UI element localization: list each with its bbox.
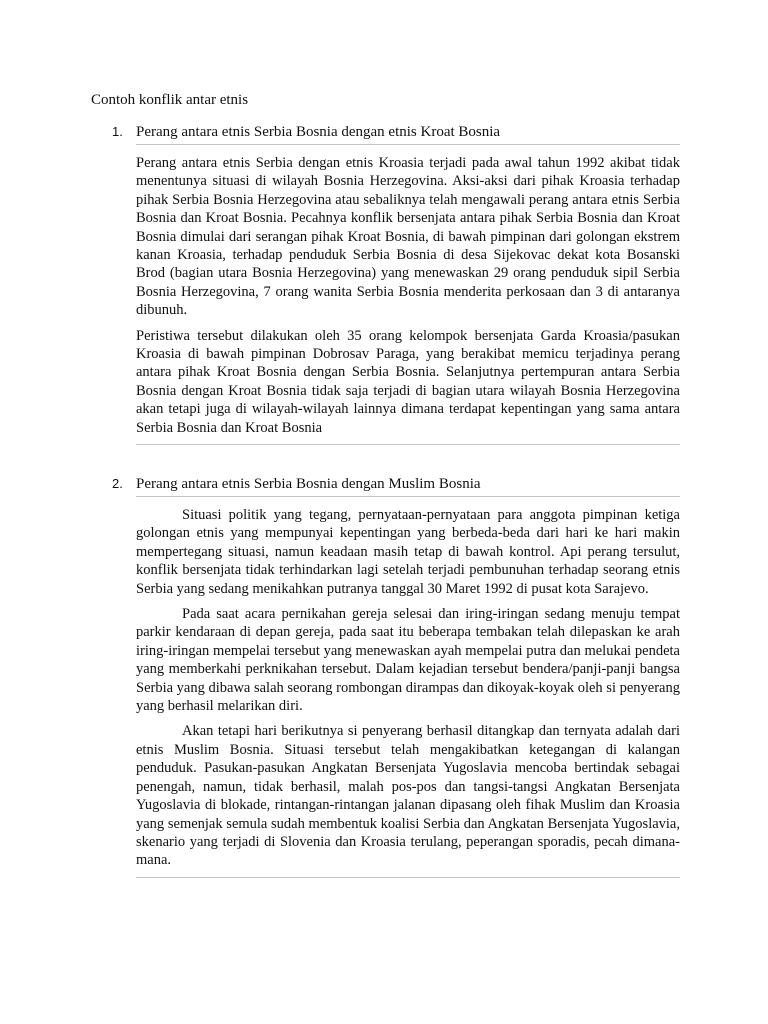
section-divider: [136, 444, 680, 445]
section-body: [136, 145, 680, 437]
list-number: 1.: [112, 124, 123, 139]
section-1: [112, 122, 680, 445]
section-body: [136, 497, 680, 870]
section-heading: [112, 122, 680, 144]
section-heading: [112, 474, 680, 496]
paragraph: Pada saat acara pernikahan gereja selesai dan iring-iringan sedang menuju tempat parkir kendaraan di depan gereja, pada saat itu beberapa tembakan telah dilepaskan ke arah iring-iringan mempelai tersebut yang menewaskan ayah mempelai putra dan melukai pendeta yang memberkahi perknikahan tersebut. Dalam kejadian tersebut bendera/panji-panji bangsa Serbia yang dibawa salah seorang rombongan dirampas dan dikoyak-koyak oleh si penyerang yang berhasil melarikan diri.: [136, 606, 680, 715]
paragraph: Perang antara etnis Serbia dengan etnis Kroasia terjadi pada awal tahun 1992 akibat tidak menentunya situasi di wilayah Bosnia Herzegovina. Aksi-aksi dari pihak Kroasia terhadap pihak Serbia Bosnia Herzegovina atau sebaliknya telah mengawali perang antara etnis Serbia Bosnia dan Kroat Bosnia. Pecahnya konflik bersenjata antara pihak Serbia Bosnia dan Kroat Bosnia dimulai dari serangan pihak Kroat Bosnia, di bawah pimpinan dari golongan ekstrem kanan Kroasia, terhadap penduduk Serbia Bosnia di desa Sijekovac dekat kota Bosanski Brod (bagian utara Bosnia Herzegovina) yang menewaskan 29 orang penduduk sipil Serbia Bosnia Herzegovina, 7 orang wanita Serbia Bosnia menderita perkosaan dan 3 di antaranya dibunuh.: [136, 155, 680, 319]
section-divider: [136, 877, 680, 878]
section-heading-text: Perang antara etnis Serbia Bosnia dengan etnis Kroat Bosnia: [136, 124, 501, 140]
paragraph: Peristiwa tersebut dilakukan oleh 35 orang kelompok bersenjata Garda Kroasia/pasukan Kroasia di bawah pimpinan Dobrosav Paraga, yang berakibat memicu terjadinya perang antara pihak Kroat Bosnia dengan Serbia Bosnia. Selanjutnya pertempuran antara Serbia Bosnia dengan Kroat Bosnia tidak saja terjadi di bagian utara wilayah Bosnia Herzegovina akan tetapi juga di wilayah-wilayah lainnya dimana terdapat kepentingan yang sama antara Serbia Bosnia dan Kroat Bosnia: [136, 327, 680, 436]
document-title: Contoh konflik antar etnis: [91, 92, 249, 108]
paragraph: Akan tetapi hari berikutnya si penyerang berhasil ditangkap dan ternyata adalah dari etnis Muslim Bosnia. Situasi tersebut telah mengakibatkan ketegangan di kalangan penduduk. Pasukan-pasukan Angkatan Bersenjata Yugoslavia mencoba bertindak sebagai penengah, namun, tidak berhasil, malah pos-pos dan tangsi-tangsi Angkatan Bersenjata Yugoslavia di blokade, rintangan-rintangan jalanan dipasang oleh fihak Muslim dan Kroasia yang semenjak semula sudah membentuk koalisi Serbia dan Angkatan Bersenjata Yugoslavia, skenario yang terjadi di Slovenia dan Kroasia terulang, peperangan sporadis, pecah dimana-mana.: [136, 723, 680, 869]
paragraph: Situasi politik yang tegang, pernyataan-pernyataan para anggota pimpinan ketiga golongan etnis yang mempunyai kepentingan yang berbeda-beda dari hari ke hari makin mempertegang situasi, namun keadaan masih tetap di bawah kontrol. Api perang tersulut, konflik bersenjata tidak terhindarkan lagi setelah terjadi pembunuhan terhadap seorang etnis Serbia yang sedang menikahkan putranya tanggal 30 Maret 1992 di pusat kota Sarajevo.: [136, 507, 680, 597]
section-2: [112, 474, 680, 878]
list-number: 2.: [112, 476, 123, 491]
section-heading-text: Perang antara etnis Serbia Bosnia dengan Muslim Bosnia: [136, 476, 481, 492]
